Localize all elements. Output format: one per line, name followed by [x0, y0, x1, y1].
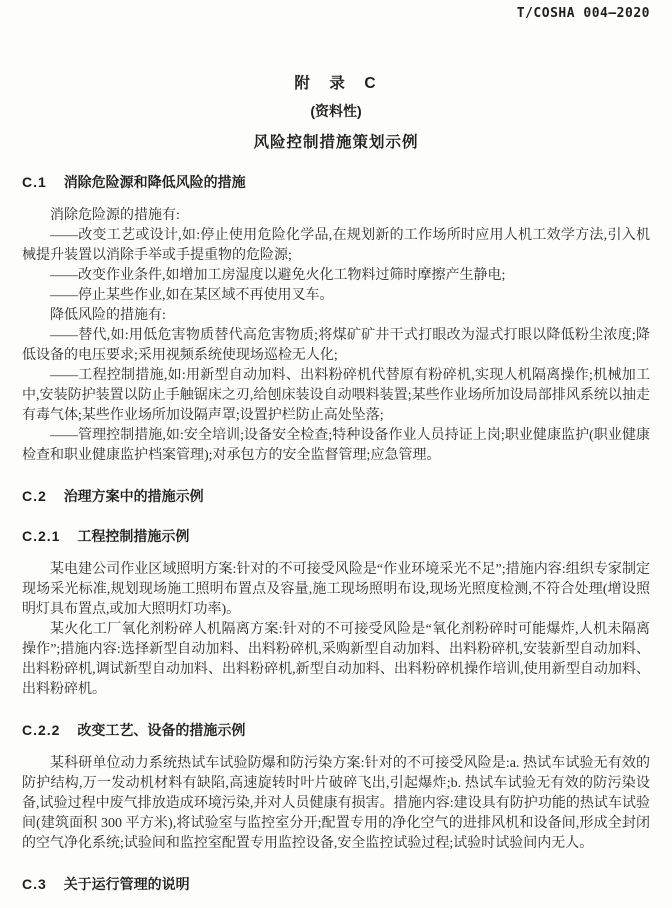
section-heading-c3 — [22, 874, 650, 894]
paragraph: ——工程控制措施,如:用新型自动加料、出料粉碎机代替原有粉碎机,实现人机隔离操作;机械加工中,安装防护装置以防止手触锯床之刃,给刨床装设自动喂料装置;某些作业场所加设局部排风系统以抽走有毒气体;某些作业场所加设隔声罩;设置护栏防止高处坠落; — [22, 368, 650, 423]
section-title: 消除危险源和降低风险的措施 — [63, 174, 246, 190]
doc-number: T/COSHA 004—2020 — [516, 6, 650, 21]
section-title: 改变工艺、设备的措施示例 — [77, 722, 246, 738]
appendix-classification: (资料性) — [310, 103, 362, 119]
section-title: 工程控制措施示例 — [77, 528, 190, 544]
section-number: C.1 — [22, 174, 47, 190]
section-title: 治理方案中的措施示例 — [63, 488, 204, 504]
appendix-title: 附 录 C — [294, 75, 378, 92]
paragraph: ——改变工艺或设计,如:停止使用危险化学品,在规划新的工作场所时应用人机工效学方法,引入机械提升装置以消除手举或手提重物的危险源; — [22, 228, 650, 263]
paragraph: 某科研单位动力系统热试车试验防爆和防污染方案:针对的不可接受风险是:a. 热试车试验无有效的防护结构,万一发动机材料有缺陷,高速旋转时叶片破碎飞出,引起爆炸;b. 热试车试验无有效的防污染设备,试验过程中废气排放造成环境污染,并对人员健康有损害。措施内容:建设具有防护功能的热试车试验间(建筑面积 300 平方米),将试验室与监控室分开;配置专用的净化空气的进排风机和设备间,形成全封闭的空气净化系统;试验间和监控室配置专用监控设备,安全监控试验过程;试验时试验间内无人。 — [22, 756, 650, 851]
paragraph: 消除危险源的措施有: — [50, 208, 180, 223]
section-c2 — [22, 486, 650, 506]
paragraph: 某电建公司作业区域照明方案:针对的不可接受风险是“作业环境采光不足”;措施内容:组织专家制定现场采光标准,规划现场施工照明布置点及容量,施工现场照明布设,现场光照度检测,不符合处理(增设照明灯具布置点,或加大照明灯功率)。 — [22, 562, 650, 617]
section-number: C.2 — [22, 488, 47, 504]
section-c2-1 — [22, 526, 650, 700]
paragraph: ——改变作业条件,如增加工房湿度以避免火化工物料过筛时摩擦产生静电; — [50, 268, 506, 283]
section-c1 — [22, 172, 650, 466]
appendix-subject: 风险控制措施策划示例 — [253, 134, 419, 151]
section-heading-c2-1 — [22, 526, 650, 546]
section-heading-c1 — [22, 172, 650, 192]
section-c2-2 — [22, 720, 650, 854]
section-heading-c2 — [22, 486, 650, 506]
paragraph: ——停止某些作业,如在某区域不再使用叉车。 — [50, 288, 334, 303]
paragraph: ——管理控制措施,如:安全培训;设备安全检查;特种设备作业人员持证上岗;职业健康监护(职业健康检查和职业健康监护档案管理);对承包方的安全监督管理;应急管理。 — [22, 428, 650, 463]
section-number: C.2.2 — [22, 722, 61, 738]
section-heading-c2-2 — [22, 720, 650, 740]
paragraph: 某火化工厂氧化剂粉碎人机隔离方案:针对的不可接受风险是“氧化剂粉碎时可能爆炸,人机未隔离操作”;措施内容:选择新型自动加料、出料粉碎机,采购新型自动加料、出料粉碎机,安装新型自动加料、出料粉碎机,调试新型自动加料、出料粉碎机,新型自动加料、出料粉碎机操作培训,使用新型自动加料、出料粉碎机。 — [22, 622, 650, 697]
section-number: C.2.1 — [22, 528, 61, 544]
title-block — [22, 71, 650, 152]
section-title: 关于运行管理的说明 — [63, 876, 190, 892]
paragraph: 降低风险的措施有: — [50, 308, 166, 323]
section-number: C.3 — [22, 876, 47, 892]
section-c3 — [22, 874, 650, 894]
paragraph: ——替代,如:用低危害物质替代高危害物质;将煤矿矿井干式打眼改为湿式打眼以降低粉尘浓度;降低设备的电压要求;采用视频系统使现场巡检无人化; — [22, 328, 650, 363]
